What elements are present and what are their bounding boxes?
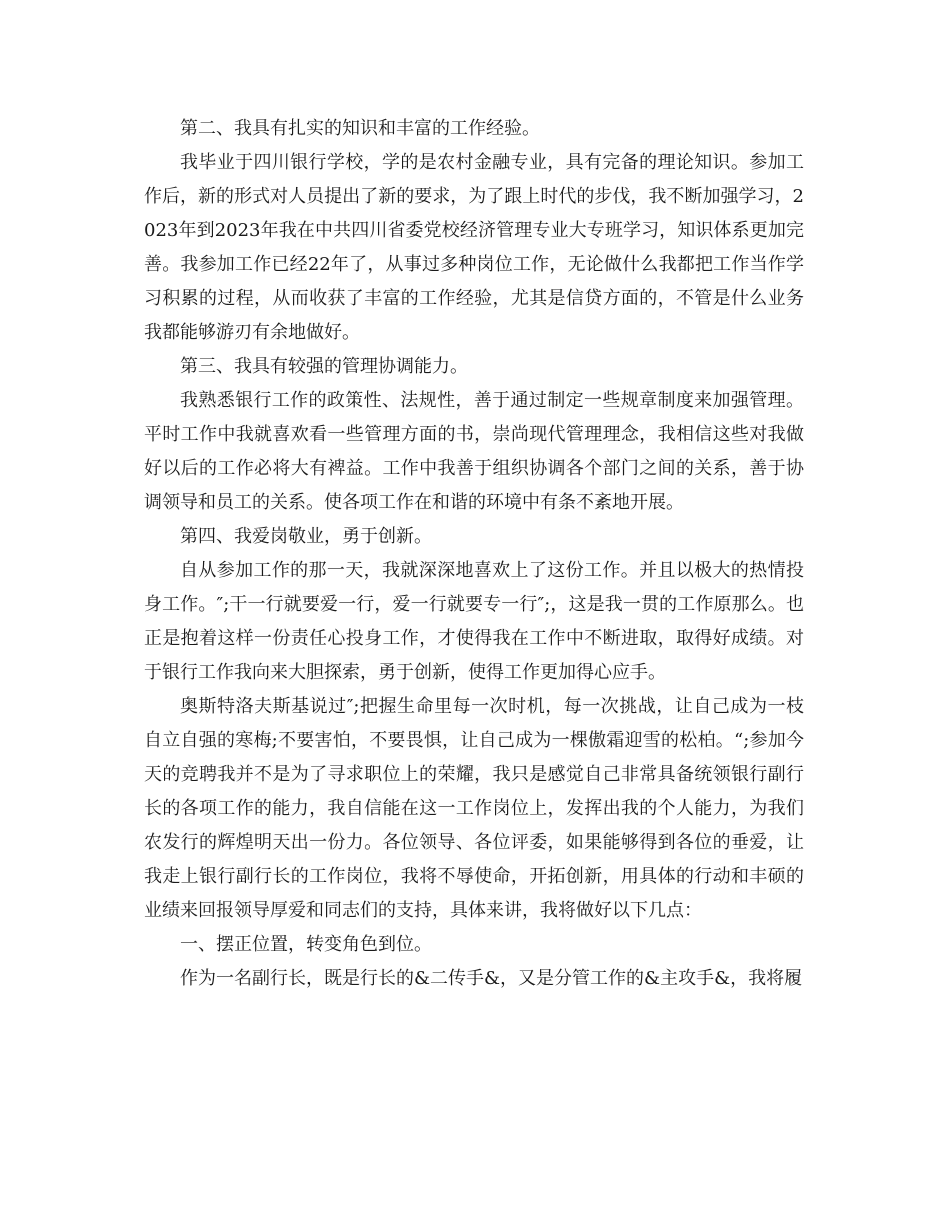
paragraph-heading-fourth: 第四、我爱岗敬业，勇于创新。 bbox=[180, 526, 432, 547]
paragraph: 奥斯特洛夫斯基说过″;把握生命里每一次时机，每一次挑战，让自己成为一枝自立自强的寒梅;不要害怕，不要畏惧，让自己成为一棵傲霜迎雪的松柏。“;参加今天的竞聘我并不是为了寻求职位上的荣耀，我只是感觉自己非常具备统领银行副行长的各项工作的能力，我自信能在这一工作岗位上，发挥出我的个人能力，为我们农发行的辉煌明天出一份力。各位领导、各位评委，如果能够得到各位的垂爱，让我走上银行副行长的工作岗位，我将不辱使命，开拓创新，用具体的行动和丰硕的业绩来回报领导厚爱和同志们的支持，具体来讲，我将做好以下几点： bbox=[144, 696, 804, 921]
paragraph: 我毕业于四川银行学校，学的是农村金融专业，具有完备的理论知识。参加工作后，新的形式对人员提出了新的要求，为了跟上时代的步伐，我不断加强学习，2023年到2023年我在中共四川省委党校经济管理专业大专班学习，知识体系更加完善。我参加工作已经22年了，从事过多种岗位工作，无论做什么我都把工作当作学习积累的过程，从而收获了丰富的工作经验，尤其是信贷方面的，不管是什么业务我都能够游刃有余地做好。 bbox=[144, 152, 804, 343]
paragraph-heading-third: 第三、我具有较强的管理协调能力。 bbox=[180, 356, 468, 377]
paragraph: 作为一名副行长，既是行长的&二传手&，又是分管工作的&主攻手&，我将履 bbox=[180, 968, 803, 989]
paragraph: 自从参加工作的那一天，我就深深地喜欢上了这份工作。并且以极大的热情投身工作。″;干一行就要爱一行，爱一行就要专一行″;，这是我一贯的工作原那么。也正是抱着这样一份责任心投身工作，才使得我在工作中不断进取，取得好成绩。对于银行工作我向来大胆探索，勇于创新，使得工作更加得心应手。 bbox=[144, 560, 804, 683]
paragraph-heading-second: 第二、我具有扎实的知识和丰富的工作经验。 bbox=[180, 118, 540, 139]
paragraph: 我熟悉银行工作的政策性、法规性，善于通过制定一些规章制度来加强管理。平时工作中我就喜欢看一些管理方面的书，崇尚现代管理理念，我相信这些对我做好以后的工作必将大有裨益。工作中我善于组织协调各个部门之间的关系，善于协调领导和员工的关系。使各项工作在和谐的环境中有条不紊地开展。 bbox=[144, 390, 804, 513]
document-body bbox=[144, 112, 804, 996]
paragraph-heading-one: 一、摆正位置，转变角色到位。 bbox=[180, 934, 432, 955]
